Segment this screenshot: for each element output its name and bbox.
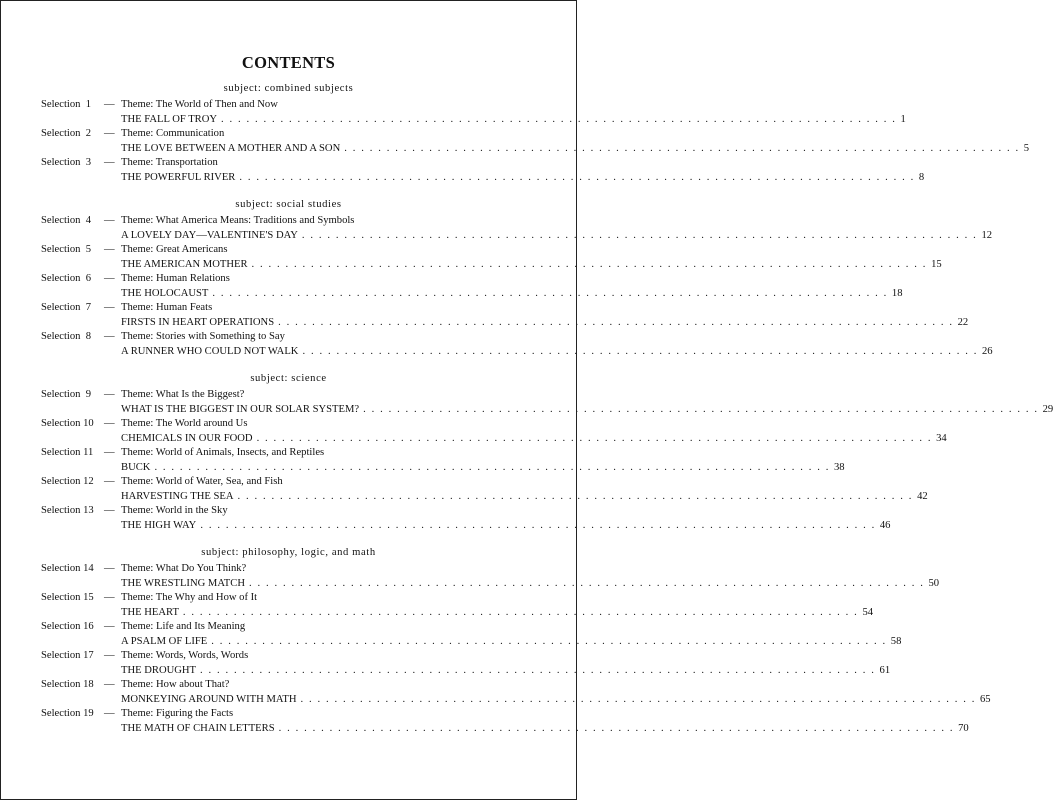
toc-entry [1, 591, 874, 620]
page-number: 61 [879, 664, 891, 676]
theme-label: Theme: Great Americans [121, 244, 228, 255]
page-number: 15 [931, 258, 942, 270]
subject-heading: subject: social studies [235, 199, 342, 210]
dot-leader: . . . . . . . . . . . . . . . . . . . . . . . . . . . . . . . . . . . . . . . . . . . . . . . . . . . . . . . . . . . . . . . . . . . . . . . . . . . . . . . . [302, 345, 978, 357]
subject-heading: subject: philosophy, logic, and math [201, 547, 376, 558]
theme-label: Theme: Words, Words, Words [121, 650, 249, 661]
toc-entry [1, 475, 928, 504]
separator-dash: — [104, 302, 115, 313]
story-title: MONKEYING AROUND WITH MATH [121, 693, 297, 705]
dot-leader: . . . . . . . . . . . . . . . . . . . . . . . . . . . . . . . . . . . . . . . . . . . . . . . . . . . . . . . . . . . . . . . . . . . . . . . . . . . . . . . . [278, 722, 955, 734]
separator-dash: — [104, 592, 115, 603]
separator-dash: — [104, 99, 115, 110]
toc-entry [1, 620, 902, 649]
page-number: 1 [900, 113, 906, 125]
separator-dash: — [104, 273, 115, 284]
theme-label: Theme: World of Water, Sea, and Fish [121, 476, 283, 487]
separator-dash: — [104, 447, 115, 458]
story-title: THE MATH OF CHAIN LETTERS [121, 722, 275, 734]
toc-section [1, 81, 1030, 185]
selection-number: Selection 6 [41, 273, 92, 284]
toc-section [1, 197, 993, 359]
separator-dash: — [104, 157, 115, 168]
toc-entry [1, 156, 925, 185]
dot-leader: . . . . . . . . . . . . . . . . . . . . . . . . . . . . . . . . . . . . . . . . . . . . . . . . . . . . . . . . . . . . . . . . . . . . . . . . . . . . . . . . [278, 316, 954, 328]
story-title: WHAT IS THE BIGGEST IN OUR SOLAR SYSTEM? [121, 403, 360, 415]
theme-label: Theme: Figuring the Facts [121, 708, 234, 719]
dot-leader: . . . . . . . . . . . . . . . . . . . . . . . . . . . . . . . . . . . . . . . . . . . . . . . . . . . . . . . . . . . . . . . . . . . . . . . . . . . . . . . . [248, 577, 925, 589]
separator-dash: — [104, 128, 115, 139]
theme-label: Theme: Communication [121, 128, 225, 139]
page-number: 34 [936, 432, 947, 444]
separator-dash: — [104, 418, 115, 429]
page-number: 54 [862, 606, 874, 618]
dot-leader: . . . . . . . . . . . . . . . . . . . . . . . . . . . . . . . . . . . . . . . . . . . . . . . . . . . . . . . . . . . . . . . . . . . . . . . . . . . . . . . . [237, 490, 914, 502]
toc-section [1, 371, 1053, 533]
separator-dash: — [104, 563, 115, 574]
separator-dash: — [104, 505, 115, 516]
story-title: A LOVELY DAY—VALENTINE'S DAY [121, 229, 298, 241]
dot-leader: . . . . . . . . . . . . . . . . . . . . . . . . . . . . . . . . . . . . . . . . . . . . . . . . . . . . . . . . . . . . . . . . . . . . . . . . . . . . . . . . [212, 287, 888, 299]
dot-leader: . . . . . . . . . . . . . . . . . . . . . . . . . . . . . . . . . . . . . . . . . . . . . . . . . . . . . . . . . . . . . . . . . . . . . . . . . . . . . . . . [256, 432, 933, 444]
story-title: THE HIGH WAY [121, 519, 197, 531]
theme-label: Theme: What Is the Biggest? [121, 389, 245, 400]
theme-label: Theme: World of Animals, Insects, and Reptiles [121, 447, 325, 458]
page-number: 65 [980, 693, 991, 705]
theme-label: Theme: World in the Sky [121, 505, 228, 516]
separator-dash: — [104, 679, 115, 690]
story-title: THE DROUGHT [121, 664, 197, 676]
dot-leader: . . . . . . . . . . . . . . . . . . . . . . . . . . . . . . . . . . . . . . . . . . . . . . . . . . . . . . . . . . . . . . . . . . . . . . . . . . . . . . . . [300, 693, 976, 705]
page-number: 70 [958, 722, 969, 734]
theme-label: Theme: The World of Then and Now [121, 99, 278, 110]
page-number: 46 [879, 519, 891, 531]
subject-heading: subject: science [250, 373, 327, 384]
selection-number: Selection 1 [41, 99, 92, 110]
story-title: HARVESTING THE SEA [121, 490, 234, 502]
page-number: 18 [891, 287, 903, 299]
story-title: THE WRESTLING MATCH [121, 577, 245, 589]
selection-number: Selection 10 [41, 418, 94, 429]
story-title: THE LOVE BETWEEN A MOTHER AND A SON [121, 142, 341, 154]
dot-leader: . . . . . . . . . . . . . . . . . . . . . . . . . . . . . . . . . . . . . . . . . . . . . . . . . . . . . . . . . . . . . . . . . . . . . . . . . . . . . . . . [200, 519, 876, 531]
page-title: CONTENTS [241, 53, 336, 72]
selection-number: Selection 15 [41, 592, 94, 603]
selection-number: Selection 14 [41, 563, 94, 574]
page-number: 5 [1023, 142, 1030, 154]
story-title: THE HOLOCAUST [121, 287, 209, 299]
selection-number: Selection 18 [41, 679, 94, 690]
separator-dash: — [104, 389, 115, 400]
selection-number: Selection 4 [41, 215, 92, 226]
separator-dash: — [104, 621, 115, 632]
page-number: 29 [1042, 403, 1053, 415]
selection-number: Selection 12 [41, 476, 94, 487]
page-number: 38 [833, 461, 845, 473]
page-number: 58 [890, 635, 902, 647]
toc-entry [1, 330, 993, 359]
story-title: A PSALM OF LIFE [121, 635, 208, 647]
theme-label: Theme: How about That? [121, 679, 230, 690]
toc-entry [1, 504, 891, 533]
toc-entry [1, 707, 969, 736]
toc-entry [1, 446, 845, 475]
story-title: THE HEART [121, 606, 179, 618]
theme-label: Theme: Human Relations [121, 273, 230, 284]
page-number: 42 [917, 490, 928, 502]
separator-dash: — [104, 650, 115, 661]
separator-dash: — [104, 215, 115, 226]
toc-entry [1, 243, 942, 272]
selection-number: Selection 19 [41, 708, 94, 719]
toc-entry [1, 127, 1030, 156]
dot-leader: . . . . . . . . . . . . . . . . . . . . . . . . . . . . . . . . . . . . . . . . . . . . . . . . . . . . . . . . . . . . . . . . . . . . . . . . . . . . . . . . [200, 664, 876, 676]
separator-dash: — [104, 476, 115, 487]
table-of-contents [1, 81, 1053, 748]
theme-label: Theme: Life and Its Meaning [121, 621, 246, 632]
toc-section [1, 545, 991, 736]
separator-dash: — [104, 244, 115, 255]
toc-entry [1, 649, 891, 678]
toc-entry [1, 272, 903, 301]
dot-leader: . . . . . . . . . . . . . . . . . . . . . . . . . . . . . . . . . . . . . . . . . . . . . . . . . . . . . . . . . . . . . . . . . . . . . . . . . . . . . . . . [363, 403, 1039, 415]
theme-label: Theme: What Do You Think? [121, 563, 247, 574]
page-number: 22 [957, 316, 969, 328]
page-number: 8 [918, 171, 925, 183]
toc-entry [1, 388, 1053, 417]
dot-leader: . . . . . . . . . . . . . . . . . . . . . . . . . . . . . . . . . . . . . . . . . . . . . . . . . . . . . . . . . . . . . . . . . . . . . . . . . . . . . . . . [239, 171, 915, 183]
toc-entry [1, 678, 991, 707]
theme-label: Theme: Human Feats [121, 302, 213, 313]
story-title: THE FALL OF TROY [121, 113, 218, 125]
selection-number: Selection 17 [41, 650, 94, 661]
dot-leader: . . . . . . . . . . . . . . . . . . . . . . . . . . . . . . . . . . . . . . . . . . . . . . . . . . . . . . . . . . . . . . . . . . . . . . . . . . . . . . . . [182, 606, 859, 618]
page-number: 50 [928, 577, 940, 589]
separator-dash: — [104, 708, 115, 719]
selection-number: Selection 2 [41, 128, 92, 139]
toc-entry [1, 301, 969, 330]
dot-leader: . . . . . . . . . . . . . . . . . . . . . . . . . . . . . . . . . . . . . . . . . . . . . . . . . . . . . . . . . . . . . . . . . . . . . . . . . . . . . . . . [154, 461, 830, 473]
page-number: 12 [981, 229, 993, 241]
theme-label: Theme: What America Means: Traditions and Symbols [121, 215, 355, 226]
toc-entry [1, 214, 993, 243]
dot-leader: . . . . . . . . . . . . . . . . . . . . . . . . . . . . . . . . . . . . . . . . . . . . . . . . . . . . . . . . . . . . . . . . . . . . . . . . . . . . . . . . [211, 635, 887, 647]
dot-leader: . . . . . . . . . . . . . . . . . . . . . . . . . . . . . . . . . . . . . . . . . . . . . . . . . . . . . . . . . . . . . . . . . . . . . . . . . . . . . . . . [344, 142, 1020, 154]
story-title: THE POWERFUL RIVER [121, 171, 236, 183]
toc-entry [1, 98, 906, 127]
selection-number: Selection 5 [41, 244, 92, 255]
page-number: 26 [981, 345, 993, 357]
dot-leader: . . . . . . . . . . . . . . . . . . . . . . . . . . . . . . . . . . . . . . . . . . . . . . . . . . . . . . . . . . . . . . . . . . . . . . . . . . . . . . . . [301, 229, 978, 241]
separator-dash: — [104, 331, 115, 342]
theme-label: Theme: Transportation [121, 157, 218, 168]
story-title: BUCK [121, 461, 151, 473]
toc-entry [1, 417, 947, 446]
story-title: THE AMERICAN MOTHER [121, 258, 248, 270]
theme-label: Theme: The World around Us [121, 418, 248, 429]
subject-heading: subject: combined subjects [223, 83, 354, 94]
selection-number: Selection 16 [41, 621, 94, 632]
selection-number: Selection 7 [41, 302, 92, 313]
story-title: A RUNNER WHO COULD NOT WALK [121, 345, 299, 357]
selection-number: Selection 13 [41, 505, 94, 516]
selection-number: Selection 8 [41, 331, 92, 342]
selection-number: Selection 3 [41, 157, 92, 168]
dot-leader: . . . . . . . . . . . . . . . . . . . . . . . . . . . . . . . . . . . . . . . . . . . . . . . . . . . . . . . . . . . . . . . . . . . . . . . . . . . . . . . . [251, 258, 928, 270]
toc-entry [1, 562, 940, 591]
theme-label: Theme: Stories with Something to Say [121, 331, 285, 342]
story-title: CHEMICALS IN OUR FOOD [121, 432, 253, 444]
theme-label: Theme: The Why and How of It [121, 592, 258, 603]
selection-number: Selection 11 [41, 447, 94, 458]
dot-leader: . . . . . . . . . . . . . . . . . . . . . . . . . . . . . . . . . . . . . . . . . . . . . . . . . . . . . . . . . . . . . . . . . . . . . . . . . . . . . . . . [221, 113, 897, 125]
selection-number: Selection 9 [41, 389, 92, 400]
story-title: FIRSTS IN HEART OPERATIONS [121, 316, 275, 328]
